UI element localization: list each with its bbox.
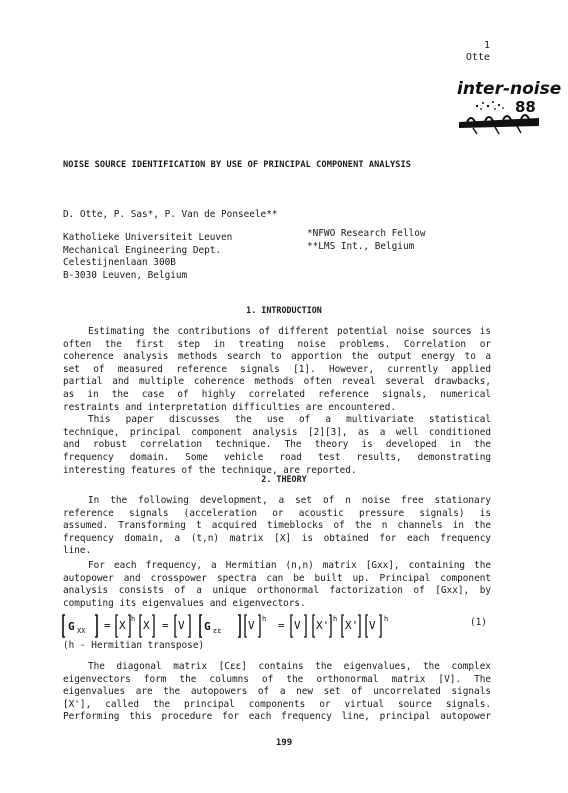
svg-text:X: X: [119, 619, 126, 632]
text-line: eigenvectors form the columns of the orthonormal matrix [V]. The: [63, 673, 491, 685]
text-line: frequency domain, a (t,n) matrix [X] is obtained for each frequency: [63, 532, 491, 544]
page-folio: 199: [275, 738, 293, 748]
footnote-line: *NFWO Research Fellow: [307, 228, 426, 239]
text-line: as in the case of highly correlated reference signals, numerical: [63, 388, 491, 400]
text-line: technique, principal component analysis [2][3], as a well conditioned: [63, 426, 491, 438]
text-line: interesting features of the technique, are reported.: [63, 464, 357, 476]
affiliation-line: Celestijnenlaan 300B: [63, 257, 176, 269]
equation-note: (h - Hermitian transpose): [63, 640, 205, 651]
svg-text:X': X': [345, 619, 359, 632]
text-line: set of measured reference signals [1]. However, currently applied: [63, 363, 491, 375]
svg-text:G: G: [204, 620, 211, 633]
text-line: frequency domain. Some vehicle road test results, demonstrating: [63, 451, 491, 463]
paper-title: NOISE SOURCE IDENTIFICATION BY USE OF PRINCIPAL COMPONENT ANALYSIS: [63, 160, 412, 170]
text-line: For each frequency, a Hermitian (n,n) matrix [Gxx], containing the: [88, 560, 491, 571]
svg-text:=: =: [278, 619, 285, 632]
text-line: assumed. Transforming t acquired timeblocks of the n channels in the: [63, 520, 491, 532]
text-line: In the following development, a set of n noise free stationary: [88, 495, 491, 506]
text-line: and robust correlation technique. The theory is developed in the: [63, 439, 491, 451]
svg-text:h: h: [131, 615, 136, 623]
svg-text:G: G: [68, 620, 75, 633]
svg-text:=: =: [162, 619, 169, 632]
logo-wordmark: inter-noise: [457, 79, 562, 99]
author-footnotes: [307, 228, 426, 253]
text-line: autopower and crosspower spectra can be built up. Principal component: [63, 572, 491, 584]
svg-text:h: h: [333, 615, 338, 623]
theory-body-c: [63, 661, 491, 724]
svg-text:h: h: [262, 615, 267, 623]
equation-graphic: [62, 612, 502, 640]
svg-text:=: =: [104, 619, 111, 632]
affiliation-line: B-3030 Leuven, Belgium: [63, 269, 188, 281]
logo-year: 88: [515, 98, 536, 116]
affiliation-block: [63, 232, 232, 282]
affiliation-line: Katholieke Universiteit Leuven: [63, 232, 233, 243]
svg-text:εε: εε: [213, 627, 222, 635]
text-line: often the first step in treating noise problems. Correlation or: [63, 338, 491, 350]
text-line: Performing this procedure for each frequency line, principal autopower: [63, 711, 491, 723]
text-line: The diagonal matrix [Cεε] contains the eigenvalues, the complex: [88, 661, 491, 672]
text-line: line.: [63, 545, 92, 557]
section-heading-theory: 2. THEORY: [261, 474, 307, 484]
affiliation-line: Mechanical Engineering Dept.: [63, 244, 222, 256]
text-line: partial and multiple coherence methods often reveal several drawbacks,: [63, 376, 491, 388]
author-list: [63, 209, 277, 220]
page-number: 1: [483, 40, 490, 51]
equation-number: (1): [470, 617, 487, 628]
equation-1: [62, 612, 502, 638]
svg-text:V: V: [248, 619, 255, 632]
text-line: reference signals (acceleration or acoustic pressure signals) is: [63, 507, 491, 519]
text-line: computing its eigenvalues and eigenvectors.: [63, 597, 306, 609]
author-text: D. Otte, P. Sas*, P. Van de Ponseele**: [63, 209, 278, 220]
svg-text:X: X: [143, 619, 150, 632]
conference-logo: [455, 78, 562, 138]
introduction-body: [63, 326, 491, 477]
theory-body-b: [63, 560, 491, 610]
svg-text:X': X': [316, 619, 330, 632]
text-line: restraints and interpretation difficulties are encountered.: [63, 401, 397, 413]
svg-text:h: h: [384, 615, 389, 623]
page-header: [466, 40, 490, 64]
svg-text:V: V: [178, 619, 185, 632]
text-line: eigenvalues are the autopowers of a new set of uncorrelated signals: [63, 686, 491, 698]
svg-text:V: V: [294, 619, 301, 632]
inter-noise-logo-icon: [455, 78, 562, 138]
text-line: Estimating the contributions of different potential noise sources is: [88, 326, 491, 337]
text-line: This paper discusses the use of a multivariate statistical: [88, 414, 491, 426]
text-line: analysis consists of a unique orthonormal factorization of [Gxx], by: [63, 585, 491, 597]
footnote-line: **LMS Int., Belgium: [307, 240, 415, 252]
author-tag: Otte: [465, 52, 490, 63]
theory-body-a: [63, 495, 491, 558]
text-line: [X'], called the principal components or virtual source signals.: [63, 698, 491, 710]
text-line: coherence analysis methods search to apportion the output energy to a: [63, 351, 491, 363]
svg-text:XX: XX: [77, 627, 86, 635]
svg-text:V: V: [369, 619, 376, 632]
section-heading-introduction: 1. INTRODUCTION: [246, 305, 322, 315]
